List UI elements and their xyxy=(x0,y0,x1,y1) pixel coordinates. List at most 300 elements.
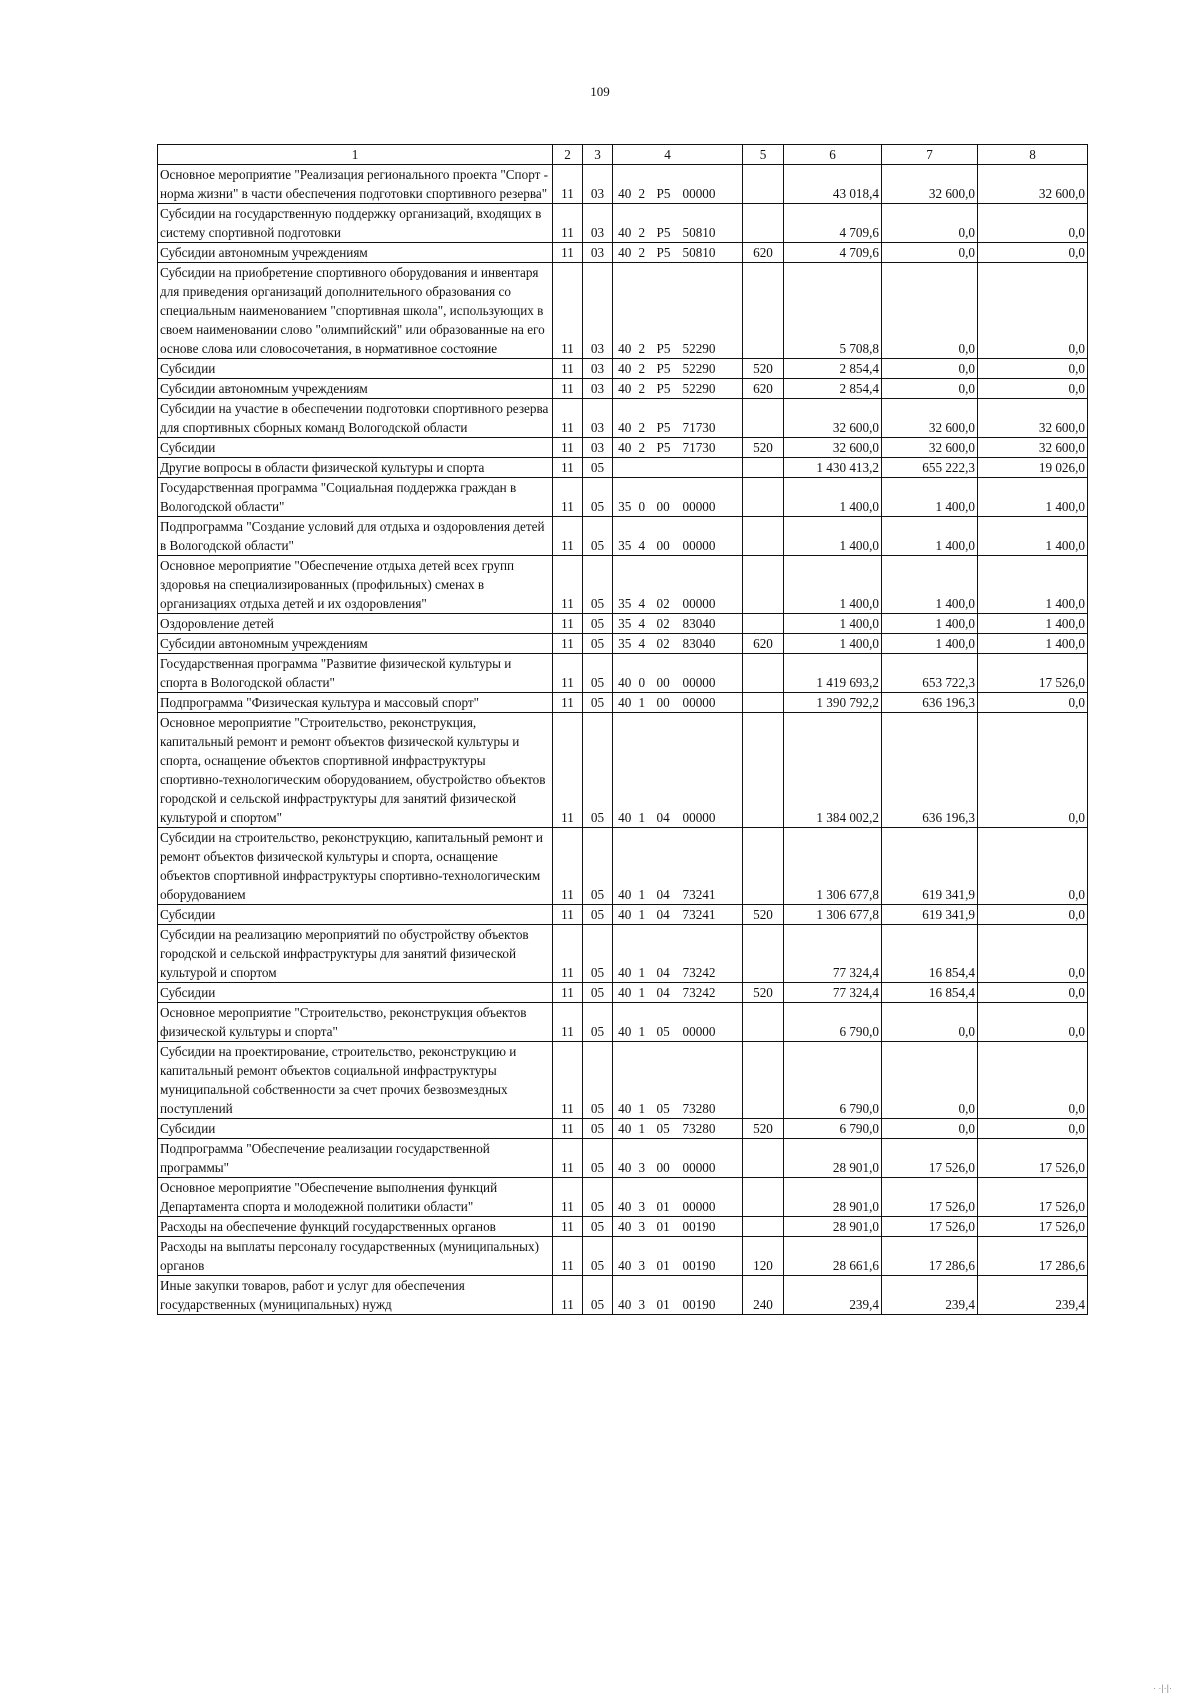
row-amount-year-3: 17 526,0 xyxy=(978,654,1088,693)
row-subsection: 03 xyxy=(583,438,613,458)
row-subsection: 05 xyxy=(583,828,613,905)
row-amount-year-1: 6 790,0 xyxy=(784,1119,882,1139)
row-expense-type xyxy=(743,1139,784,1178)
table-row xyxy=(158,693,1088,713)
row-section: 11 xyxy=(553,905,583,925)
row-expense-type xyxy=(743,925,784,983)
row-expense-type: 620 xyxy=(743,379,784,399)
row-name: Основное мероприятие "Строительство, реконструкция объектов физической культуры и спорта" xyxy=(158,1003,553,1042)
row-target-code-event: 01 xyxy=(655,1237,681,1276)
row-target-code-direction: 73280 xyxy=(681,1119,743,1139)
row-target-code-program: 35 xyxy=(613,556,637,614)
row-section: 11 xyxy=(553,379,583,399)
row-amount-year-3: 1 400,0 xyxy=(978,517,1088,556)
row-target-code-event xyxy=(655,458,681,478)
row-target-code-subprogram: 4 xyxy=(637,614,655,634)
row-amount-year-3: 0,0 xyxy=(978,243,1088,263)
row-target-code-subprogram: 3 xyxy=(637,1217,655,1237)
row-target-code-program: 40 xyxy=(613,379,637,399)
row-amount-year-1: 28 901,0 xyxy=(784,1217,882,1237)
row-expense-type xyxy=(743,614,784,634)
row-section: 11 xyxy=(553,399,583,438)
row-target-code-program: 35 xyxy=(613,517,637,556)
column-number-row xyxy=(158,145,1088,165)
row-subsection: 05 xyxy=(583,654,613,693)
row-subsection: 03 xyxy=(583,204,613,243)
row-target-code-program: 40 xyxy=(613,1042,637,1119)
row-expense-type xyxy=(743,713,784,828)
table-row xyxy=(158,517,1088,556)
row-name: Субсидии на проектирование, строительство, реконструкцию и капитальный ремонт объектов социальной инфраструктуры муниципальной собственности за счет прочих безвозмездных поступлений xyxy=(158,1042,553,1119)
row-section: 11 xyxy=(553,614,583,634)
row-section: 11 xyxy=(553,654,583,693)
row-section: 11 xyxy=(553,634,583,654)
row-name: Основное мероприятие "Обеспечение выполнения функций Департамента спорта и молодежной политики области" xyxy=(158,1178,553,1217)
page-number: 109 xyxy=(590,84,610,99)
row-subsection: 05 xyxy=(583,1276,613,1315)
row-target-code-program: 40 xyxy=(613,263,637,359)
row-subsection: 05 xyxy=(583,905,613,925)
row-target-code-subprogram: 1 xyxy=(637,905,655,925)
row-target-code-direction: 73242 xyxy=(681,983,743,1003)
table-row xyxy=(158,165,1088,204)
row-target-code-direction: 00000 xyxy=(681,517,743,556)
row-section: 11 xyxy=(553,478,583,517)
row-target-code-direction xyxy=(681,458,743,478)
row-amount-year-2: 32 600,0 xyxy=(882,399,978,438)
row-amount-year-3: 0,0 xyxy=(978,204,1088,243)
row-amount-year-2: 655 222,3 xyxy=(882,458,978,478)
row-amount-year-1: 1 384 002,2 xyxy=(784,713,882,828)
row-subsection: 03 xyxy=(583,243,613,263)
row-subsection: 05 xyxy=(583,634,613,654)
row-target-code-event: 01 xyxy=(655,1276,681,1315)
row-target-code-subprogram: 2 xyxy=(637,438,655,458)
table-row xyxy=(158,713,1088,828)
row-amount-year-3: 17 286,6 xyxy=(978,1237,1088,1276)
table-row xyxy=(158,556,1088,614)
row-amount-year-3: 0,0 xyxy=(978,1119,1088,1139)
row-amount-year-2: 636 196,3 xyxy=(882,693,978,713)
row-subsection: 05 xyxy=(583,925,613,983)
row-target-code-event: 01 xyxy=(655,1178,681,1217)
row-target-code-event: P5 xyxy=(655,204,681,243)
row-expense-type xyxy=(743,263,784,359)
header-col-2: 2 xyxy=(553,145,583,165)
table-row xyxy=(158,478,1088,517)
row-amount-year-2: 0,0 xyxy=(882,1042,978,1119)
row-amount-year-1: 4 709,6 xyxy=(784,243,882,263)
row-target-code-direction: 83040 xyxy=(681,634,743,654)
row-subsection: 05 xyxy=(583,1139,613,1178)
row-target-code-program: 40 xyxy=(613,1003,637,1042)
row-amount-year-2: 1 400,0 xyxy=(882,614,978,634)
row-amount-year-3: 0,0 xyxy=(978,905,1088,925)
row-amount-year-1: 43 018,4 xyxy=(784,165,882,204)
row-target-code-program: 40 xyxy=(613,983,637,1003)
row-target-code-event: 02 xyxy=(655,556,681,614)
row-target-code-program: 40 xyxy=(613,693,637,713)
row-target-code-direction: 00190 xyxy=(681,1217,743,1237)
row-target-code-subprogram: 0 xyxy=(637,654,655,693)
row-amount-year-2: 0,0 xyxy=(882,204,978,243)
row-subsection: 03 xyxy=(583,359,613,379)
table-row xyxy=(158,243,1088,263)
row-section: 11 xyxy=(553,1276,583,1315)
row-target-code-subprogram: 4 xyxy=(637,517,655,556)
row-expense-type xyxy=(743,458,784,478)
row-name: Подпрограмма "Обеспечение реализации государственной программы" xyxy=(158,1139,553,1178)
row-amount-year-2: 16 854,4 xyxy=(882,925,978,983)
row-subsection: 05 xyxy=(583,1217,613,1237)
row-name: Субсидии xyxy=(158,438,553,458)
row-name: Другие вопросы в области физической культуры и спорта xyxy=(158,458,553,478)
row-name: Субсидии xyxy=(158,983,553,1003)
row-expense-type: 620 xyxy=(743,243,784,263)
row-target-code-program: 40 xyxy=(613,1237,637,1276)
header-col-3: 3 xyxy=(583,145,613,165)
scan-mark: · ·|·|· xyxy=(1152,1683,1172,1693)
row-subsection: 05 xyxy=(583,517,613,556)
table-row xyxy=(158,458,1088,478)
table-row xyxy=(158,1237,1088,1276)
row-target-code-program: 40 xyxy=(613,713,637,828)
row-target-code-direction: 50810 xyxy=(681,204,743,243)
row-name: Субсидии xyxy=(158,359,553,379)
table-row xyxy=(158,905,1088,925)
row-amount-year-1: 1 306 677,8 xyxy=(784,905,882,925)
row-expense-type xyxy=(743,517,784,556)
row-amount-year-3: 0,0 xyxy=(978,263,1088,359)
row-name: Субсидии автономным учреждениям xyxy=(158,634,553,654)
row-amount-year-3: 17 526,0 xyxy=(978,1139,1088,1178)
row-target-code-direction: 00190 xyxy=(681,1276,743,1315)
row-expense-type xyxy=(743,693,784,713)
row-name: Иные закупки товаров, работ и услуг для обеспечения государственных (муниципальных) нужд xyxy=(158,1276,553,1315)
row-name: Подпрограмма "Физическая культура и массовый спорт" xyxy=(158,693,553,713)
row-subsection: 03 xyxy=(583,379,613,399)
row-name: Субсидии на приобретение спортивного оборудования и инвентаря для приведения организаций дополнительного образования со специальным наименованием "спортивная школа", использующих в своем наименовании слово "олимпийский" или образованные на его основе слова или словосочетания, в нормативное состояние xyxy=(158,263,553,359)
header-col-4: 4 xyxy=(655,145,681,165)
row-expense-type: 520 xyxy=(743,1119,784,1139)
header-col-1: 1 xyxy=(158,145,553,165)
row-section: 11 xyxy=(553,263,583,359)
row-amount-year-1: 1 430 413,2 xyxy=(784,458,882,478)
table-row xyxy=(158,263,1088,359)
row-amount-year-2: 16 854,4 xyxy=(882,983,978,1003)
row-expense-type: 520 xyxy=(743,359,784,379)
row-section: 11 xyxy=(553,458,583,478)
row-section: 11 xyxy=(553,1237,583,1276)
row-section: 11 xyxy=(553,983,583,1003)
row-target-code-program: 40 xyxy=(613,1139,637,1178)
row-target-code-subprogram: 2 xyxy=(637,165,655,204)
row-subsection: 05 xyxy=(583,1237,613,1276)
row-amount-year-3: 1 400,0 xyxy=(978,634,1088,654)
row-amount-year-1: 1 390 792,2 xyxy=(784,693,882,713)
row-amount-year-3: 1 400,0 xyxy=(978,478,1088,517)
row-target-code-subprogram: 3 xyxy=(637,1139,655,1178)
row-amount-year-1: 1 400,0 xyxy=(784,634,882,654)
row-target-code-program: 40 xyxy=(613,243,637,263)
row-expense-type: 620 xyxy=(743,634,784,654)
row-amount-year-3: 19 026,0 xyxy=(978,458,1088,478)
row-target-code-direction: 50810 xyxy=(681,243,743,263)
row-name: Субсидии на участие в обеспечении подготовки спортивного резерва для спортивных сборных команд Вологодской области xyxy=(158,399,553,438)
row-amount-year-2: 636 196,3 xyxy=(882,713,978,828)
row-target-code-event: 02 xyxy=(655,634,681,654)
row-amount-year-3: 0,0 xyxy=(978,359,1088,379)
row-target-code-subprogram: 1 xyxy=(637,1042,655,1119)
row-expense-type xyxy=(743,204,784,243)
row-target-code-direction: 00000 xyxy=(681,654,743,693)
row-target-code-event: 04 xyxy=(655,713,681,828)
table-row xyxy=(158,1003,1088,1042)
row-expense-type: 520 xyxy=(743,438,784,458)
row-target-code-program: 40 xyxy=(613,359,637,379)
row-target-code-subprogram: 4 xyxy=(637,634,655,654)
row-section: 11 xyxy=(553,693,583,713)
row-target-code-direction: 00000 xyxy=(681,1178,743,1217)
row-expense-type xyxy=(743,654,784,693)
table-row xyxy=(158,654,1088,693)
row-target-code-subprogram: 2 xyxy=(637,263,655,359)
row-target-code-subprogram: 1 xyxy=(637,983,655,1003)
row-target-code-event: 04 xyxy=(655,828,681,905)
row-target-code-program: 40 xyxy=(613,828,637,905)
row-amount-year-2: 1 400,0 xyxy=(882,517,978,556)
row-target-code-program: 40 xyxy=(613,1276,637,1315)
row-amount-year-2: 239,4 xyxy=(882,1276,978,1315)
row-amount-year-1: 2 854,4 xyxy=(784,359,882,379)
table-row xyxy=(158,1042,1088,1119)
row-subsection: 03 xyxy=(583,165,613,204)
row-target-code-event: 00 xyxy=(655,654,681,693)
row-amount-year-1: 77 324,4 xyxy=(784,983,882,1003)
table-row xyxy=(158,1276,1088,1315)
row-subsection: 03 xyxy=(583,263,613,359)
row-amount-year-2: 0,0 xyxy=(882,359,978,379)
row-amount-year-2: 17 526,0 xyxy=(882,1217,978,1237)
row-target-code-subprogram: 1 xyxy=(637,1119,655,1139)
row-target-code-program: 40 xyxy=(613,1217,637,1237)
row-target-code-direction: 73241 xyxy=(681,905,743,925)
row-amount-year-2: 0,0 xyxy=(882,1003,978,1042)
row-amount-year-1: 1 400,0 xyxy=(784,478,882,517)
row-target-code-event: 05 xyxy=(655,1003,681,1042)
row-amount-year-3: 0,0 xyxy=(978,1042,1088,1119)
row-amount-year-3: 0,0 xyxy=(978,1003,1088,1042)
row-subsection: 05 xyxy=(583,1003,613,1042)
table-row xyxy=(158,1119,1088,1139)
row-amount-year-2: 32 600,0 xyxy=(882,438,978,458)
row-name: Субсидии на государственную поддержку организаций, входящих в систему спортивной подготовки xyxy=(158,204,553,243)
row-target-code-event: 05 xyxy=(655,1042,681,1119)
row-section: 11 xyxy=(553,828,583,905)
row-target-code-subprogram: 1 xyxy=(637,693,655,713)
row-expense-type xyxy=(743,1178,784,1217)
row-section: 11 xyxy=(553,165,583,204)
table-row xyxy=(158,925,1088,983)
row-amount-year-3: 0,0 xyxy=(978,925,1088,983)
table-row xyxy=(158,1139,1088,1178)
row-target-code-event: P5 xyxy=(655,263,681,359)
row-target-code-event: P5 xyxy=(655,243,681,263)
row-section: 11 xyxy=(553,925,583,983)
row-target-code-subprogram: 2 xyxy=(637,243,655,263)
row-expense-type: 520 xyxy=(743,905,784,925)
table-body xyxy=(158,165,1088,1315)
row-target-code-subprogram: 4 xyxy=(637,556,655,614)
row-target-code-direction: 00000 xyxy=(681,1003,743,1042)
row-target-code-direction: 00000 xyxy=(681,478,743,517)
row-subsection: 05 xyxy=(583,693,613,713)
row-amount-year-2: 17 526,0 xyxy=(882,1178,978,1217)
row-expense-type xyxy=(743,556,784,614)
budget-table xyxy=(157,144,1088,1315)
table-row xyxy=(158,399,1088,438)
row-amount-year-3: 0,0 xyxy=(978,828,1088,905)
row-amount-year-2: 17 526,0 xyxy=(882,1139,978,1178)
table-row xyxy=(158,614,1088,634)
row-target-code-direction: 52290 xyxy=(681,263,743,359)
table-row xyxy=(158,634,1088,654)
table-row xyxy=(158,438,1088,458)
row-target-code-direction: 52290 xyxy=(681,359,743,379)
row-amount-year-2: 0,0 xyxy=(882,243,978,263)
table-row xyxy=(158,204,1088,243)
table-row xyxy=(158,828,1088,905)
row-target-code-program: 40 xyxy=(613,654,637,693)
row-expense-type xyxy=(743,1217,784,1237)
row-section: 11 xyxy=(553,1178,583,1217)
row-amount-year-1: 5 708,8 xyxy=(784,263,882,359)
row-amount-year-2: 1 400,0 xyxy=(882,634,978,654)
row-target-code-program xyxy=(613,458,637,478)
row-amount-year-2: 619 341,9 xyxy=(882,828,978,905)
row-target-code-direction: 73280 xyxy=(681,1042,743,1119)
row-target-code-event: 00 xyxy=(655,478,681,517)
row-target-code-direction: 71730 xyxy=(681,399,743,438)
row-target-code-direction: 71730 xyxy=(681,438,743,458)
row-target-code-event: 05 xyxy=(655,1119,681,1139)
row-amount-year-3: 1 400,0 xyxy=(978,556,1088,614)
row-section: 11 xyxy=(553,1119,583,1139)
row-amount-year-1: 28 661,6 xyxy=(784,1237,882,1276)
row-expense-type xyxy=(743,828,784,905)
row-target-code-subprogram: 1 xyxy=(637,1003,655,1042)
row-amount-year-3: 32 600,0 xyxy=(978,165,1088,204)
row-amount-year-1: 2 854,4 xyxy=(784,379,882,399)
row-amount-year-2: 0,0 xyxy=(882,379,978,399)
table-row xyxy=(158,1178,1088,1217)
row-target-code-subprogram: 2 xyxy=(637,204,655,243)
row-name: Субсидии xyxy=(158,905,553,925)
row-amount-year-1: 1 400,0 xyxy=(784,614,882,634)
row-name: Подпрограмма "Создание условий для отдыха и оздоровления детей в Вологодской области" xyxy=(158,517,553,556)
row-amount-year-1: 239,4 xyxy=(784,1276,882,1315)
row-amount-year-2: 32 600,0 xyxy=(882,165,978,204)
row-target-code-program: 40 xyxy=(613,399,637,438)
row-target-code-program: 40 xyxy=(613,204,637,243)
row-target-code-event: 01 xyxy=(655,1217,681,1237)
row-section: 11 xyxy=(553,1042,583,1119)
row-target-code-direction: 00000 xyxy=(681,693,743,713)
row-expense-type xyxy=(743,1042,784,1119)
row-target-code-subprogram xyxy=(637,458,655,478)
table-row xyxy=(158,379,1088,399)
row-target-code-event: P5 xyxy=(655,379,681,399)
row-target-code-event: 00 xyxy=(655,1139,681,1178)
row-target-code-program: 40 xyxy=(613,438,637,458)
row-amount-year-2: 619 341,9 xyxy=(882,905,978,925)
row-amount-year-3: 0,0 xyxy=(978,693,1088,713)
row-target-code-event: 04 xyxy=(655,905,681,925)
row-target-code-event: P5 xyxy=(655,165,681,204)
row-subsection: 05 xyxy=(583,1119,613,1139)
row-expense-type xyxy=(743,165,784,204)
row-amount-year-3: 32 600,0 xyxy=(978,438,1088,458)
row-amount-year-1: 1 400,0 xyxy=(784,517,882,556)
row-target-code-event: 02 xyxy=(655,614,681,634)
row-amount-year-3: 0,0 xyxy=(978,983,1088,1003)
row-target-code-direction: 52290 xyxy=(681,379,743,399)
row-amount-year-1: 4 709,6 xyxy=(784,204,882,243)
row-subsection: 05 xyxy=(583,1178,613,1217)
row-name: Государственная программа "Развитие физической культуры и спорта в Вологодской области" xyxy=(158,654,553,693)
row-amount-year-1: 32 600,0 xyxy=(784,438,882,458)
row-target-code-program: 35 xyxy=(613,634,637,654)
row-amount-year-2: 653 722,3 xyxy=(882,654,978,693)
row-target-code-subprogram: 2 xyxy=(637,379,655,399)
row-section: 11 xyxy=(553,204,583,243)
row-subsection: 05 xyxy=(583,458,613,478)
row-target-code-direction: 00000 xyxy=(681,165,743,204)
row-name: Оздоровление детей xyxy=(158,614,553,634)
row-name: Основное мероприятие "Реализация регионального проекта "Спорт - норма жизни" в части обеспечения подготовки спортивного резерва" xyxy=(158,165,553,204)
row-target-code-program: 40 xyxy=(613,905,637,925)
row-target-code-program: 35 xyxy=(613,478,637,517)
row-target-code-event: 00 xyxy=(655,693,681,713)
row-name: Основное мероприятие "Строительство, реконструкция, капитальный ремонт и ремонт объектов физической культуры и спорта, оснащение объектов спортивной инфраструктуры спортивно-технологическим оборудованием, обустройство объектов городской и сельской инфраструктуры для занятий физической культурой и спортом" xyxy=(158,713,553,828)
row-target-code-event: P5 xyxy=(655,359,681,379)
row-amount-year-1: 1 306 677,8 xyxy=(784,828,882,905)
table-row xyxy=(158,983,1088,1003)
row-section: 11 xyxy=(553,438,583,458)
row-subsection: 05 xyxy=(583,556,613,614)
row-section: 11 xyxy=(553,556,583,614)
row-target-code-direction: 73241 xyxy=(681,828,743,905)
row-amount-year-3: 0,0 xyxy=(978,713,1088,828)
row-name: Субсидии автономным учреждениям xyxy=(158,243,553,263)
row-target-code-subprogram: 1 xyxy=(637,713,655,828)
row-target-code-event: P5 xyxy=(655,399,681,438)
row-name: Субсидии автономным учреждениям xyxy=(158,379,553,399)
row-amount-year-1: 28 901,0 xyxy=(784,1139,882,1178)
row-name: Расходы на обеспечение функций государственных органов xyxy=(158,1217,553,1237)
row-section: 11 xyxy=(553,1139,583,1178)
row-name: Основное мероприятие "Обеспечение отдыха детей всех групп здоровья на специализированных (профильных) сменах в организациях отдыха детей и их оздоровления" xyxy=(158,556,553,614)
table-row xyxy=(158,359,1088,379)
row-target-code-direction: 00000 xyxy=(681,1139,743,1178)
row-target-code-direction: 00190 xyxy=(681,1237,743,1276)
row-subsection: 05 xyxy=(583,1042,613,1119)
row-target-code-subprogram: 0 xyxy=(637,478,655,517)
row-subsection: 05 xyxy=(583,614,613,634)
row-target-code-subprogram: 3 xyxy=(637,1178,655,1217)
row-subsection: 03 xyxy=(583,399,613,438)
row-target-code-subprogram: 3 xyxy=(637,1276,655,1315)
